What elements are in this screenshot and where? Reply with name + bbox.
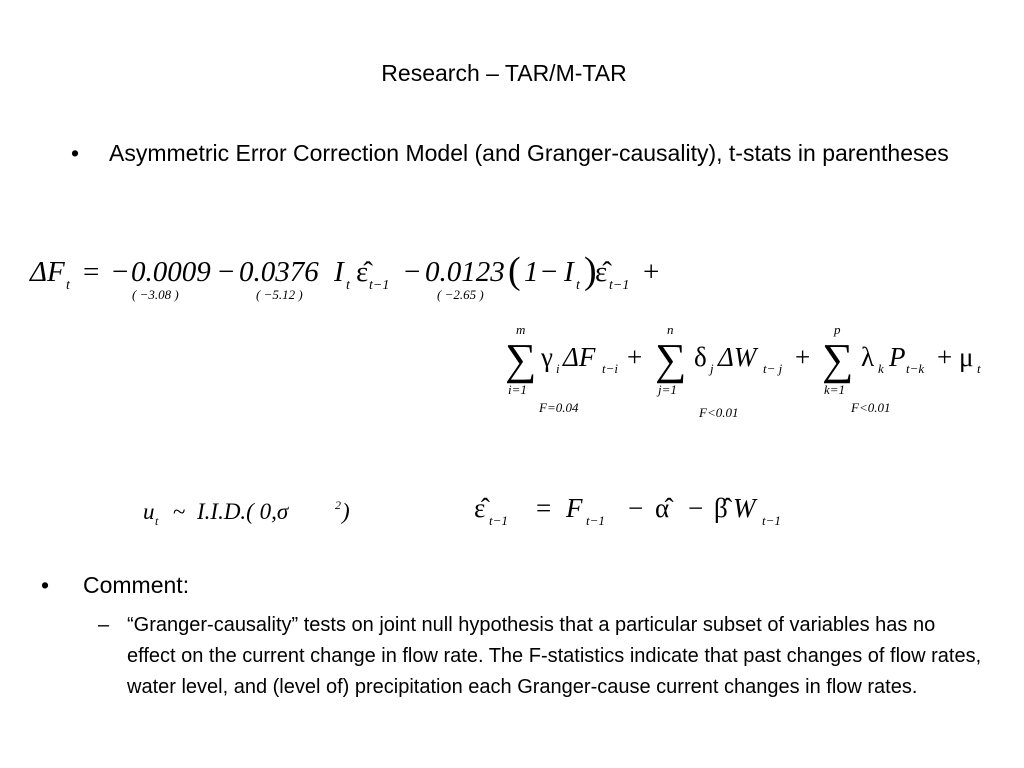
eq4-W: W — [733, 493, 756, 523]
eq1-indicator-2: I — [564, 256, 574, 288]
eq1-tstat-coef-2: ( −2.65 ) — [437, 287, 484, 302]
bullet-text-comment: Comment: — [83, 572, 190, 598]
eq4-minus-1: − — [628, 493, 644, 523]
slide-title: Research – TAR/M-TAR — [381, 60, 627, 86]
eq3-iid: I.I.D.( 0,σ — [197, 499, 289, 524]
eq2-lambda: λ — [861, 342, 875, 372]
eq2-gamma-sub: i — [556, 361, 560, 376]
eq2-sum3-lower: k=1 — [824, 382, 846, 397]
eq1-coef-2: 0.0123 — [425, 256, 505, 288]
eq1-epsilon-1-sub: t−1 — [369, 278, 390, 293]
eq1-equals: = — [83, 256, 100, 288]
eq2-sum1-sigma: ∑ — [505, 335, 537, 384]
equation-ecm — [29, 250, 659, 302]
eq3-close: ) — [342, 499, 350, 524]
bullet-marker: • — [41, 572, 50, 598]
eq3-sup: 2 — [335, 498, 341, 512]
eq2-plus-2: + — [795, 342, 811, 372]
bullet-marker: • — [71, 140, 80, 166]
eq2-plus-3: + — [937, 342, 953, 372]
eq4-equals: = — [536, 493, 552, 523]
eq1-epsilon-2-sub: t−1 — [609, 278, 630, 293]
eq4-alpha: α̂ — [655, 493, 670, 523]
eq1-minus-4: − — [541, 256, 558, 288]
eq1-indicator-1-sub: t — [346, 278, 350, 293]
eq1-minus-2: − — [218, 256, 235, 288]
eq2-sum3-upper: p — [834, 322, 841, 337]
eq1-intercept: 0.0009 — [131, 256, 211, 288]
eq2-fstat-flow: F=0.04 — [539, 400, 579, 415]
eq1-indicator-1: I — [334, 256, 344, 288]
eq2-fstat-water: F<0.01 — [699, 405, 739, 420]
eq1-close-paren: ) — [584, 250, 597, 292]
eq1-indicator-2-sub: t — [576, 278, 580, 293]
eq1-one: 1 — [524, 256, 539, 288]
eq1-coef-1: 0.0376 — [239, 256, 319, 288]
eq2-sum1-upper: m — [516, 322, 526, 337]
eq1-plus: + — [643, 256, 660, 288]
eq1-lhs-sub: t — [66, 278, 70, 293]
eq1-epsilon-2: ε̂ — [595, 256, 608, 288]
eq2-dF-sub: t−i — [602, 361, 618, 376]
eq4-F-sub: t−1 — [586, 513, 605, 528]
eq2-delta: δ — [694, 342, 707, 372]
eq2-dW: ΔW — [718, 342, 757, 372]
eq1-minus-3: − — [404, 256, 421, 288]
eq4-minus-2: − — [688, 493, 704, 523]
eq4-F: F — [566, 493, 583, 523]
eq2-dW-sub: t− j — [763, 361, 783, 376]
eq2-sum3-sigma: ∑ — [822, 335, 854, 384]
bullet-text-model: Asymmetric Error Correction Model (and Granger-causality), t-stats in parentheses — [109, 140, 949, 166]
sub-bullet-marker: – — [98, 614, 110, 636]
eq4-epsilon: ε̂ — [474, 493, 486, 523]
eq2-sum1-lower: i=1 — [508, 382, 527, 397]
equation-error-dist — [143, 498, 350, 528]
eq3-tilde: ~ — [173, 499, 186, 524]
eq2-fstat-precip: F<0.01 — [851, 400, 891, 415]
eq2-P-sub: t−k — [906, 361, 925, 376]
eq1-tstat-intercept: ( −3.08 ) — [132, 287, 179, 302]
equation-residual — [474, 493, 781, 528]
eq2-mu: μ — [959, 342, 974, 372]
eq2-dF: ΔF — [563, 342, 596, 372]
eq1-tstat-coef-1: ( −5.12 ) — [256, 287, 303, 302]
sub-bullet-text: “Granger-causality” tests on joint null hypothesis that a particular subset of variables has no effect on the current change in flow rate. The F-statistics indicate that past changes of flow rates, water level, and (level of) precipitation each Granger-cause current changes in flow rates. — [127, 614, 982, 698]
eq3-u-sub: t — [155, 514, 159, 528]
eq1-minus-1: − — [112, 256, 129, 288]
eq4-beta: β̂ — [714, 493, 728, 523]
equation-lags — [505, 322, 981, 420]
eq2-P: P — [889, 342, 906, 372]
eq2-mu-sub: t — [977, 361, 981, 376]
eq2-lambda-sub: k — [878, 361, 884, 376]
eq2-sum2-upper: n — [667, 322, 674, 337]
eq2-gamma: γ — [541, 342, 553, 372]
eq4-epsilon-sub: t−1 — [489, 513, 508, 528]
eq2-sum2-sigma: ∑ — [655, 335, 687, 384]
eq3-u: u — [143, 499, 155, 524]
eq2-delta-sub: j — [710, 361, 714, 376]
eq4-W-sub: t−1 — [762, 513, 781, 528]
eq1-epsilon-1: ε̂ — [356, 256, 369, 288]
eq1-open-paren: ( — [508, 250, 521, 292]
eq1-lhs: ΔF — [30, 256, 65, 288]
eq2-sum2-lower: j=1 — [658, 382, 677, 397]
eq2-plus-1: + — [627, 342, 643, 372]
